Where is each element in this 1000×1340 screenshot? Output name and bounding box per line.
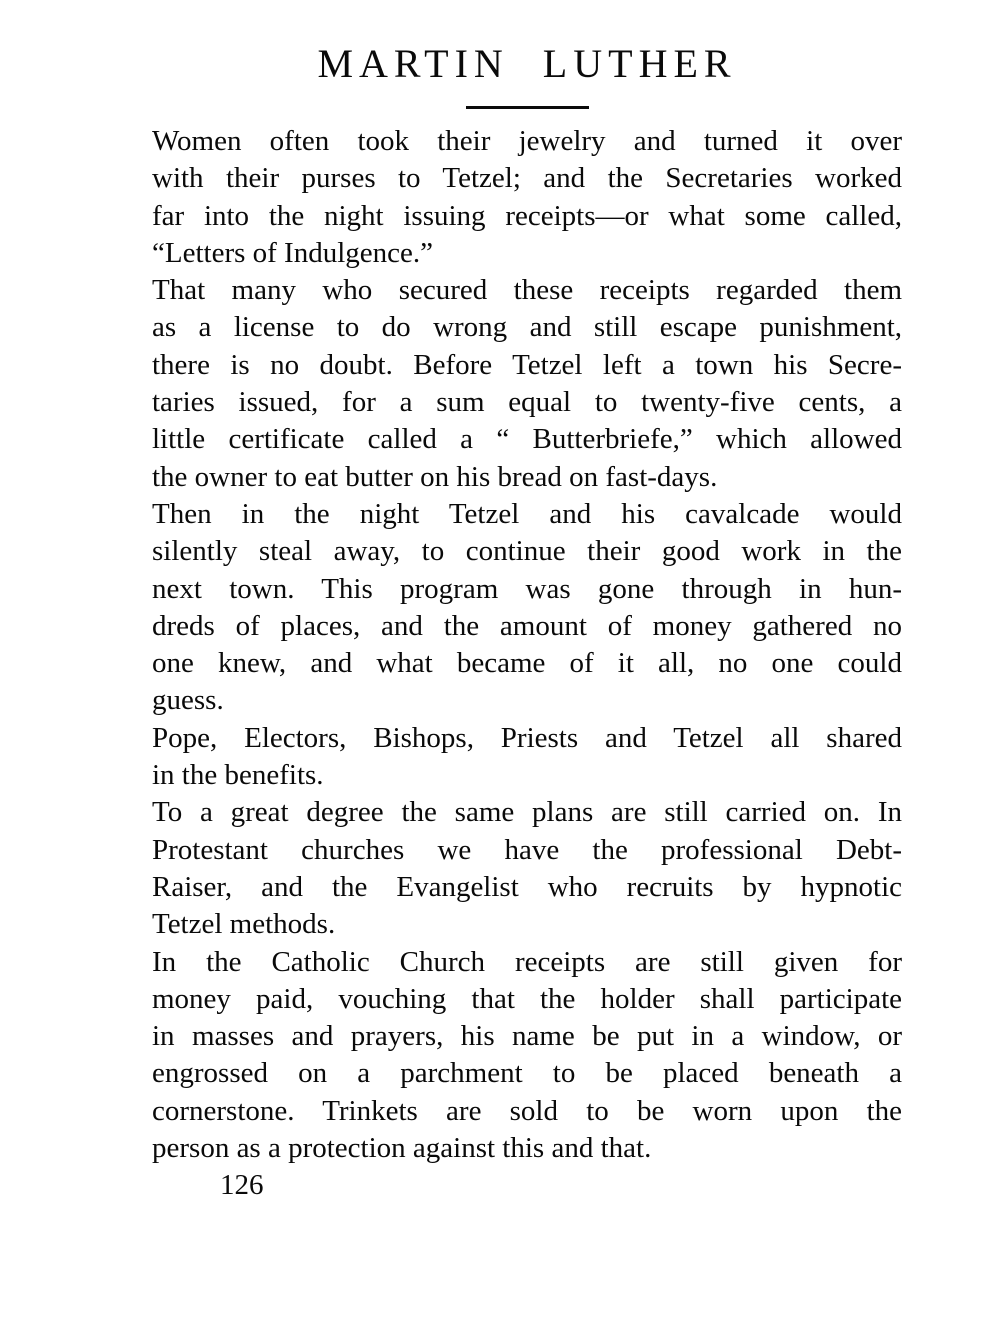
- text-line: little certificate called a “ Butterbriefe,” which allowed: [152, 423, 902, 456]
- text-line: To a great degree the same plans are still carried on. In: [152, 796, 902, 829]
- text-line: the owner to eat butter on his bread on fast-days.: [152, 460, 718, 493]
- text-line: “Letters of Indulgence.”: [152, 236, 433, 269]
- text-line: as a license to do wrong and still escape punishment,: [152, 311, 902, 344]
- page-title: MARTIN LUTHER: [317, 41, 737, 86]
- text-line: taries issued, for a sum equal to twenty-five cents, a: [152, 386, 902, 419]
- paragraph: [152, 123, 902, 272]
- paragraph: [152, 496, 902, 720]
- text-line: with their purses to Tetzel; and the Secretaries worked: [152, 162, 902, 195]
- text-line: Then in the night Tetzel and his cavalcade would: [152, 497, 902, 530]
- page-number: 126: [220, 1169, 264, 1202]
- text-line: far into the night issuing receipts—or what some called,: [152, 199, 902, 232]
- paragraph: [152, 720, 902, 795]
- text-line: next town. This program was gone through in hun-: [152, 572, 902, 605]
- text-line: That many who secured these receipts regarded them: [152, 274, 902, 307]
- text-line: Tetzel methods.: [152, 908, 336, 941]
- text-line: In the Catholic Church receipts are still given for: [152, 945, 902, 978]
- text-line: there is no doubt. Before Tetzel left a town his Secre-: [152, 348, 902, 381]
- text-line: Protestant churches we have the professional Debt-: [152, 833, 902, 866]
- text-line: Women often took their jewelry and turned it over: [152, 125, 902, 157]
- text-line: engrossed on a parchment to be placed beneath a: [152, 1057, 902, 1090]
- text-line: in the benefits.: [152, 759, 324, 792]
- title-divider-rule: [466, 106, 589, 109]
- text-line: cornerstone. Trinkets are sold to be worn upon the: [152, 1094, 902, 1127]
- text-line: guess.: [152, 684, 224, 717]
- text-line: person as a protection against this and that.: [152, 1132, 652, 1165]
- text-line: silently steal away, to continue their good work in the: [152, 535, 902, 568]
- paragraph: [152, 944, 902, 1168]
- text-block: [152, 123, 902, 1167]
- text-line: in masses and prayers, his name be put in a window, or: [152, 1020, 902, 1053]
- paragraph: [152, 794, 902, 943]
- text-line: Pope, Electors, Bishops, Priests and Tetzel all shared: [152, 721, 902, 754]
- text-line: Raiser, and the Evangelist who recruits by hypnotic: [152, 870, 902, 903]
- text-line: money paid, vouching that the holder shall participate: [152, 982, 902, 1015]
- text-line: dreds of places, and the amount of money gathered no: [152, 609, 902, 642]
- paragraph: [152, 272, 902, 496]
- text-line: one knew, and what became of it all, no one could: [152, 647, 902, 680]
